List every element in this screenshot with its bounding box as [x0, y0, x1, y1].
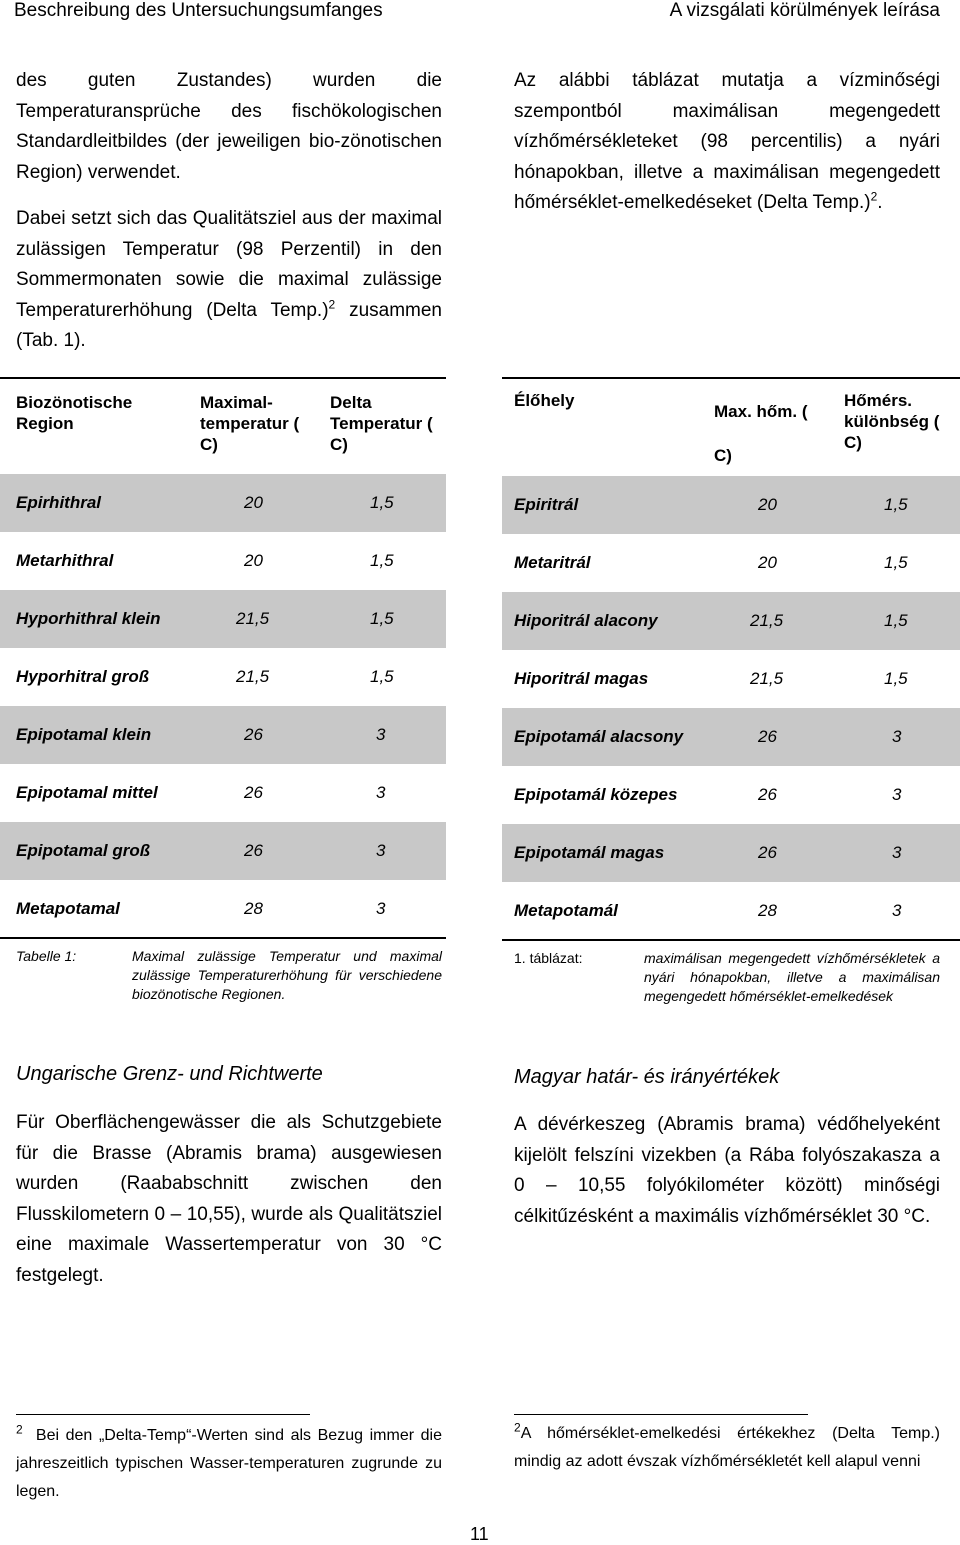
- left-table-header-maxtemp: Maximal-temperatur ( C): [200, 393, 300, 454]
- right-paragraph-1: [514, 66, 940, 219]
- table-row: [0, 532, 446, 590]
- region-cell: Epipotamal mittel: [16, 783, 158, 802]
- delta-cell: 3: [376, 783, 386, 802]
- habitat-cell: Epipotamál közepes: [514, 785, 678, 804]
- delta-cell: 3: [376, 899, 386, 918]
- left-paragraph-2: [16, 204, 442, 357]
- right-caption-label: 1. táblázat:: [514, 950, 583, 966]
- delta-cell: 1,5: [370, 667, 394, 686]
- maxtemp-cell: 26: [244, 841, 263, 860]
- right-caption-text: maximálisan megengedett vízhőmérsékletek a nyári hónapokban, illetve a maximálisan megengedett hőmérséklet-emelkedések: [644, 950, 940, 1004]
- left-footnote-rule: [16, 1414, 310, 1415]
- left-caption-label: Tabelle 1:: [16, 948, 77, 964]
- maxtemp-cell: 26: [244, 783, 263, 802]
- right-footnote: [514, 1420, 940, 1476]
- table-row: [0, 706, 446, 764]
- right-footnote-text: A hőmérséklet-emelkedési értékekhez (Delta Temp.) mindig az adott évszak vízhőmérsékletét kell alapul venni: [514, 1425, 940, 1470]
- habitat-cell: Epipotamál alacsony: [514, 727, 684, 746]
- right-footnote-rule: [514, 1414, 808, 1415]
- left-section-text: Für Oberflächengewässer die als Schutzgebiete für die Brasse (Abramis brama) ausgewiesen wurden (Raababschnitt zwischen den Flusskilometern 0 – 10,55), wurde als Qualitätsziel eine maximale Wassertemperatur von 30 °C festgelegt.: [16, 1112, 442, 1286]
- right-table-header-habitat: Élőhely: [514, 391, 575, 410]
- table-row: [0, 822, 446, 880]
- left-table-bottom-rule: [0, 937, 446, 939]
- header-right: A vizsgálati körülmények leírása: [669, 0, 940, 21]
- maxtemp-cell: 26: [758, 727, 777, 746]
- maxtemp-cell: 26: [758, 843, 777, 862]
- maxtemp-cell: 28: [244, 899, 263, 918]
- habitat-cell: Metapotamál: [514, 901, 618, 920]
- table-row: [502, 592, 960, 650]
- table-row: [502, 824, 960, 882]
- footnote-ref: 2: [870, 189, 878, 204]
- diff-cell: 1,5: [884, 669, 908, 688]
- maxtemp-cell: 20: [244, 551, 263, 570]
- habitat-cell: Epiritrál: [514, 495, 579, 514]
- table-row: [502, 534, 960, 592]
- table-row: [502, 650, 960, 708]
- right-table-top-rule: [502, 377, 960, 379]
- region-cell: Epipotamal klein: [16, 725, 152, 744]
- left-footnote: [16, 1422, 442, 1506]
- diff-cell: 3: [892, 901, 902, 920]
- table-row: [0, 648, 446, 706]
- diff-cell: 1,5: [884, 611, 908, 630]
- left-paragraph-2-text: Dabei setzt sich das Qualitätsziel aus der maximal zulässigen Temperatur (98 Perzentil) in den Sommermonaten sowie die maximal zulässige Temperaturerhöhung (Delta Temp.): [16, 208, 442, 321]
- habitat-cell: Metaritrál: [514, 553, 591, 572]
- delta-cell: 1,5: [370, 551, 394, 570]
- table-row: [502, 766, 960, 824]
- table-row: [0, 590, 446, 648]
- maxtemp-cell: 21,5: [750, 611, 784, 630]
- footnote-ref: 2: [328, 297, 336, 312]
- region-cell: Hyporhithral klein: [16, 609, 161, 628]
- maxtemp-cell: 28: [758, 901, 777, 920]
- maxtemp-cell: 21,5: [236, 609, 270, 628]
- delta-cell: 3: [376, 725, 386, 744]
- delta-cell: 3: [376, 841, 386, 860]
- habitat-cell: Hiporitrál magas: [514, 669, 649, 688]
- habitat-cell: Hiporitrál alacony: [514, 611, 658, 630]
- delta-cell: 1,5: [370, 609, 394, 628]
- table-row: [502, 882, 960, 940]
- region-cell: Epirhithral: [16, 493, 102, 512]
- diff-cell: 1,5: [884, 495, 908, 514]
- maxtemp-cell: 20: [758, 553, 777, 572]
- left-caption-text: Maximal zulässige Temperatur und maximal zulässige Temperaturerhöhung für verschiedene biozönotische Regionen.: [132, 948, 442, 1002]
- right-section-text: A dévérkeszeg (Abramis brama) védőhelyeként kijelölt felszíni vizekben (a Rába folyószakasza a 0 – 10,55 folyókilométer között) minőségi célkitűzésként a maximális vízhőmérséklet 30 °C.: [514, 1114, 940, 1227]
- maxtemp-cell: 21,5: [236, 667, 270, 686]
- diff-cell: 1,5: [884, 553, 908, 572]
- left-section-title: Ungarische Grenz- und Richtwerte: [16, 1063, 323, 1085]
- delta-cell: 1,5: [370, 493, 394, 512]
- right-table-header-diff: Hőmérs. különbség ( C): [844, 391, 940, 452]
- maxtemp-cell: 26: [244, 725, 263, 744]
- table-row: [502, 708, 960, 766]
- habitat-cell: Epipotamál magas: [514, 843, 665, 862]
- right-table-bottom-rule: [502, 939, 960, 941]
- right-paragraph-1-text: Az alábbi táblázat mutatja a vízminőségi szempontból maximálisan megengedett vízhőmérsékleteket (98 percentilis) a nyári hónapokban, illetve a maximálisan megengedett hőmérséklet-emelkedéseket (Delta Temp.): [514, 70, 940, 213]
- left-paragraph-2-end: zusammen (Tab. 1).: [16, 299, 443, 351]
- diff-cell: 3: [892, 785, 902, 804]
- region-cell: Hyporhitral groß: [16, 667, 150, 686]
- footnote-mark: 2: [514, 1420, 521, 1435]
- right-paragraph-1-end: .: [877, 192, 883, 213]
- right-table-header-maxtemp: Max. hőm. ( C): [714, 402, 808, 465]
- header-left: Beschreibung des Untersuchungsumfanges: [14, 0, 383, 21]
- region-cell: Metarhithral: [16, 551, 114, 570]
- maxtemp-cell: 21,5: [750, 669, 784, 688]
- left-footnote-text: Bei den „Delta-Temp“-Werten sind als Bezug immer die jahreszeitlich typischen Wasser-temperaturen zugrunde zu legen.: [16, 1427, 443, 1500]
- region-cell: Epipotamal groß: [16, 841, 151, 860]
- right-section-title: Magyar határ- és irányértékek: [514, 1066, 780, 1088]
- table-row: [0, 880, 446, 938]
- diff-cell: 3: [892, 727, 902, 746]
- left-table-header-delta: Delta Temperatur ( C): [330, 393, 433, 454]
- left-table-header-region: Biozönotische Region: [16, 393, 133, 433]
- diff-cell: 3: [892, 843, 902, 862]
- table-row: [0, 474, 446, 532]
- table-row: [502, 476, 960, 534]
- page-number: 11: [470, 1524, 489, 1544]
- left-table-top-rule: [0, 377, 446, 379]
- left-paragraph-1: des guten Zustandes) wurden die Temperaturansprüche des fischökologischen Standardleitbildes (der jeweiligen bio-zönotischen Region) verwendet.: [16, 70, 442, 183]
- footnote-mark: 2: [16, 1422, 23, 1437]
- maxtemp-cell: 20: [758, 495, 777, 514]
- region-cell: Metapotamal: [16, 899, 120, 918]
- maxtemp-cell: 20: [244, 493, 263, 512]
- table-row: [0, 764, 446, 822]
- maxtemp-cell: 26: [758, 785, 777, 804]
